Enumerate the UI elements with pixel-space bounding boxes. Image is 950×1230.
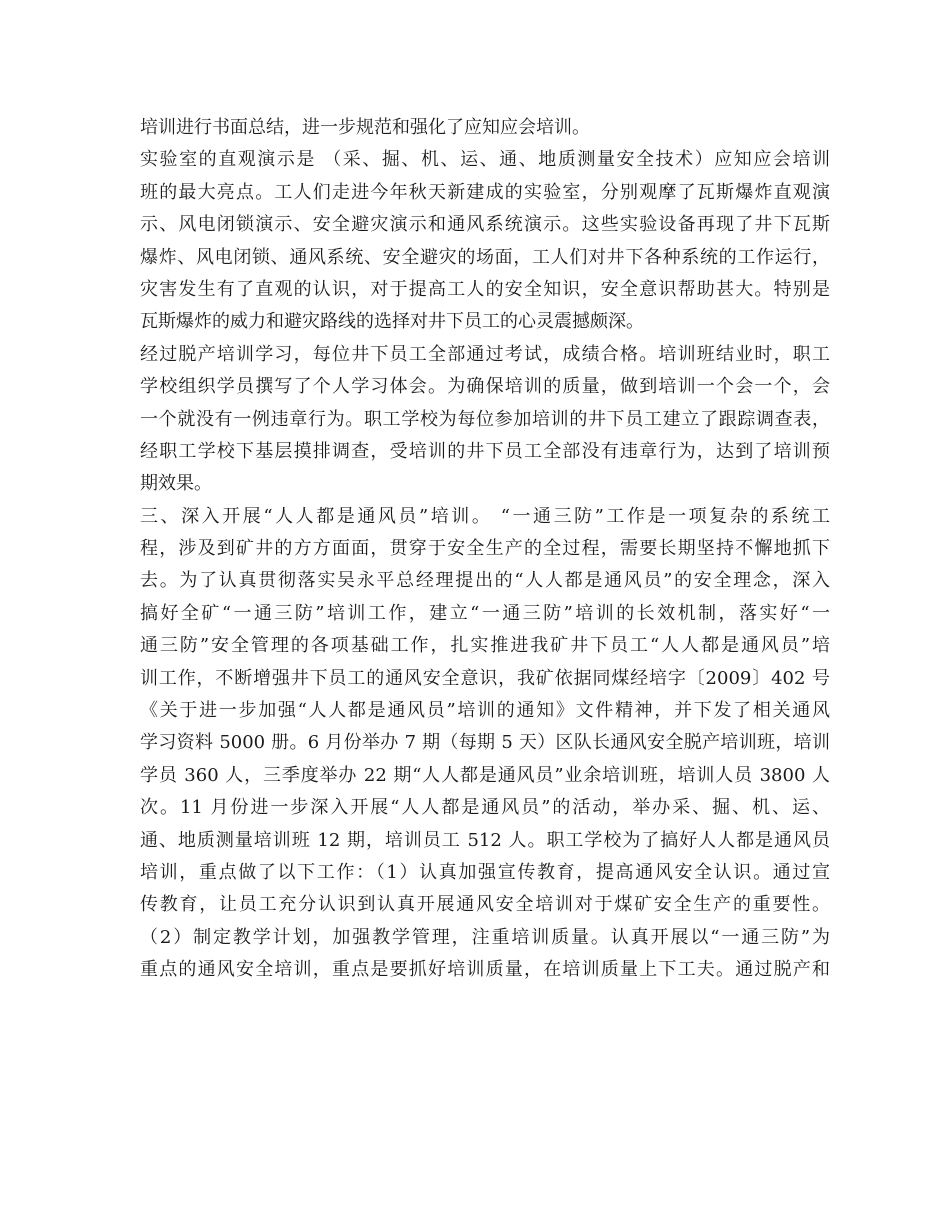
text-line: （2）制定教学计划，加强教学管理，注重培训质量。认真开展以“一通三防”为 xyxy=(140,926,830,948)
text-line: 经过脱产培训学习，每位井下员工全部通过考试，成绩合格。培训班结业时，职工 xyxy=(140,343,830,365)
text-line: 示、风电闭锁演示、安全避灾演示和通风系统演示。这些实验设备再现了井下瓦斯 xyxy=(140,214,830,236)
text-line: 瓦斯爆炸的威力和避灾路线的选择对井下员工的心灵震撼颇深。 xyxy=(140,311,644,333)
text-line: 传教育，让员工充分认识到认真开展通风安全培训对于煤矿安全生产的重要性。 xyxy=(140,894,830,916)
text-line: 通三防”安全管理的各项基础工作，扎实推进我矿井下员工“人人都是通风员”培 xyxy=(140,635,830,657)
text-line: 实验室的直观演示是 （采、掘、机、运、通、地质测量安全技术）应知应会培训 xyxy=(140,149,830,171)
text-line: 班的最大亮点。工人们走进今年秋天新建成的实验室，分别观摩了瓦斯爆炸直观演 xyxy=(140,181,830,203)
text-line: 学员 360 人，三季度举办 22 期“人人都是通风员”业余培训班，培训人员 3800 人 xyxy=(140,764,830,786)
text-line: 次。11 月份进一步深入开展“人人都是通风员”的活动，举办采、掘、机、运、 xyxy=(140,797,830,819)
text-line: 重点的通风安全培训，重点是要抓好培训质量，在培训质量上下工夫。通过脱产和 xyxy=(140,959,830,981)
text-line: 灾害发生有了直观的认识，对于提高工人的安全知识，安全意识帮助甚大。特别是 xyxy=(140,278,830,300)
text-line: 经职工学校下基层摸排调查，受培训的井下员工全部没有违章行为，达到了培训预 xyxy=(140,440,830,462)
body-text xyxy=(140,112,830,987)
text-line: 搞好全矿“一通三防”培训工作，建立“一通三防”培训的长效机制，落实好“一 xyxy=(140,602,830,624)
text-line: 程，涉及到矿井的方方面面，贯穿于安全生产的全过程，需要长期坚持不懈地抓下 xyxy=(140,538,830,560)
text-line: 期效果。 xyxy=(140,473,212,495)
text-line: 学习资料 5000 册。6 月份举办 7 期（每期 5 天）区队长通风安全脱产培训班，培训 xyxy=(140,732,830,754)
text-line: 去。为了认真贯彻落实吴永平总经理提出的“人人都是通风员”的安全理念，深入 xyxy=(140,570,830,592)
text-line: 一个就没有一例违章行为。职工学校为每位参加培训的井下员工建立了跟踪调查表， xyxy=(140,408,830,430)
text-line: 训工作，不断增强井下员工的通风安全意识，我矿依据同煤经培字〔2009〕402 号 xyxy=(140,667,830,689)
text-line: 培训，重点做了以下工作：（1）认真加强宣传教育，提高通风安全认识。通过宣 xyxy=(140,861,830,883)
text-line: 培训进行书面总结，进一步规范和强化了应知应会培训。 xyxy=(140,117,590,138)
text-line: 通、地质测量培训班 12 期，培训员工 512 人。职工学校为了搞好人人都是通风员 xyxy=(140,829,830,851)
text-line: 爆炸、风电闭锁、通风系统、安全避灾的场面，工人们对井下各种系统的工作运行， xyxy=(140,246,830,268)
text-line: 三、深入开展“人人都是通风员”培训。 “一通三防”工作是一项复杂的系统工 xyxy=(140,505,830,527)
text-line: 学校组织学员撰写了个人学习体会。为确保培训的质量，做到培训一个会一个，会 xyxy=(140,376,830,398)
text-line: 《关于进一步加强“人人都是通风员”培训的通知》文件精神，并下发了相关通风 xyxy=(140,700,830,722)
